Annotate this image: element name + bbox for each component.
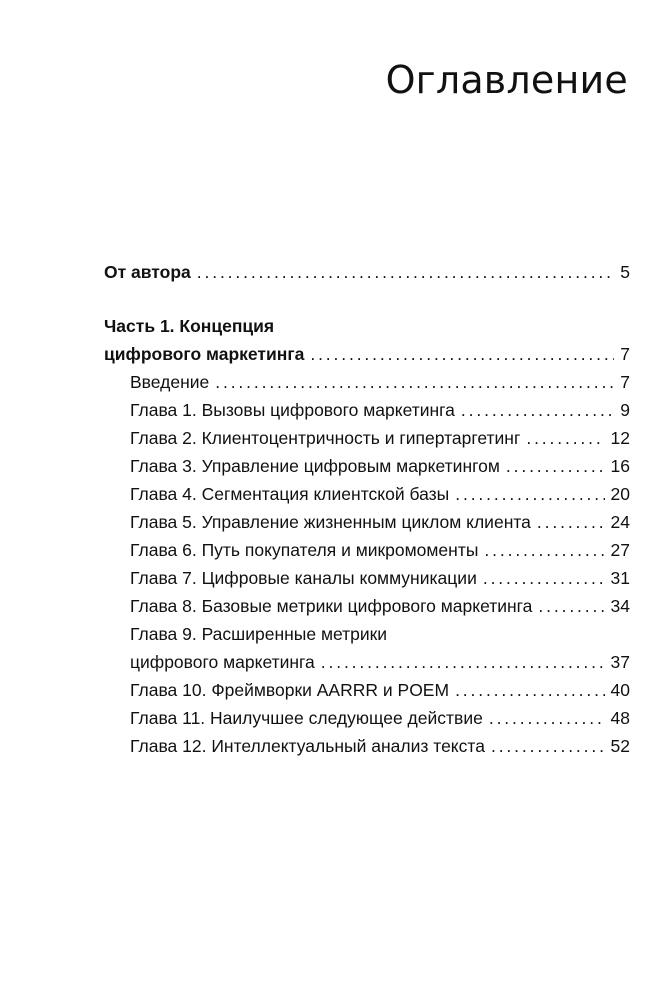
toc-entry-page: 9 [620, 400, 630, 420]
toc-entry-page: 24 [610, 512, 630, 532]
toc-entry-page: 31 [610, 568, 630, 588]
dot-leader [537, 512, 605, 533]
toc-entry-label: Часть 1. Концепция [104, 316, 275, 336]
toc-entry-page: 37 [610, 652, 630, 672]
toc-entry-page: 27 [610, 540, 630, 560]
toc-entry-label: Глава 11. Наилучшее следующее действие [130, 708, 483, 728]
page-title: Оглавление [385, 58, 628, 102]
toc-entry-label: Глава 2. Клиентоцентричность и гипертаргетинг [130, 428, 521, 448]
toc-entry[interactable] [104, 428, 630, 456]
toc-entry-author[interactable] [104, 262, 630, 290]
toc-entry[interactable] [104, 484, 630, 512]
toc-entry[interactable] [104, 736, 630, 764]
toc-entry[interactable] [104, 596, 630, 624]
toc-entry-label: Глава 12. Интеллектуальный анализ текста [130, 736, 485, 756]
toc-entry-page: 16 [610, 456, 630, 476]
toc-entry[interactable] [104, 456, 630, 484]
dot-leader [506, 456, 605, 477]
toc-entry-label: цифрового маркетинга [130, 652, 315, 672]
toc-part-title-line2[interactable] [104, 344, 630, 372]
dot-leader [197, 262, 615, 283]
dot-leader [526, 428, 604, 449]
toc-entry-page: 34 [610, 596, 630, 616]
dot-leader [310, 344, 614, 365]
dot-leader [455, 680, 604, 701]
toc-entry-page: 52 [610, 736, 630, 756]
toc-entry-chapter9-line2[interactable] [104, 652, 630, 680]
toc-entry-page: 20 [610, 484, 630, 504]
toc-entry[interactable] [104, 512, 630, 540]
toc-entry[interactable] [104, 568, 630, 596]
toc-entry-label: Глава 7. Цифровые каналы коммуникации [130, 568, 477, 588]
toc-entry-label: От автора [104, 262, 191, 282]
toc-part-title-line1[interactable] [104, 316, 630, 344]
toc-entry-page: 40 [610, 680, 630, 700]
toc-entry-page: 12 [610, 428, 630, 448]
dot-leader [489, 708, 605, 729]
dot-leader [491, 736, 605, 757]
dot-leader [215, 372, 614, 393]
toc-entry[interactable] [104, 708, 630, 736]
toc-entry[interactable] [104, 540, 630, 568]
toc-entry-label: Глава 3. Управление цифровым маркетингом [130, 456, 500, 476]
toc-entry-label: цифрового маркетинга [104, 344, 305, 364]
toc-entry-chapter9-line1[interactable] [104, 624, 630, 652]
toc-entry-label: Введение [130, 372, 210, 392]
toc-entry[interactable] [104, 680, 630, 708]
toc-entry-label: Глава 10. Фреймворки AARRR и POEM [130, 680, 450, 700]
dot-leader [484, 540, 604, 561]
toc-entry-page: 5 [620, 262, 630, 282]
toc-entry-label: Глава 6. Путь покупателя и микромоменты [130, 540, 479, 560]
toc-entry-page: 48 [610, 708, 630, 728]
dot-leader [321, 652, 605, 673]
toc-entry-page: 7 [620, 344, 630, 364]
toc-entry[interactable] [104, 400, 630, 428]
table-of-contents [104, 262, 630, 764]
toc-entry-label: Глава 8. Базовые метрики цифрового маркетинга [130, 596, 533, 616]
toc-entry-page: 7 [620, 372, 630, 392]
dot-leader [455, 484, 604, 505]
dot-leader [538, 596, 604, 617]
toc-entry-label: Глава 5. Управление жизненным циклом клиента [130, 512, 531, 532]
dot-leader [461, 400, 614, 421]
toc-entry-label: Глава 9. Расширенные метрики [130, 624, 388, 644]
toc-entry-label: Глава 1. Вызовы цифрового маркетинга [130, 400, 455, 420]
toc-entry[interactable] [104, 372, 630, 400]
toc-entry-label: Глава 4. Сегментация клиентской базы [130, 484, 450, 504]
dot-leader [483, 568, 605, 589]
